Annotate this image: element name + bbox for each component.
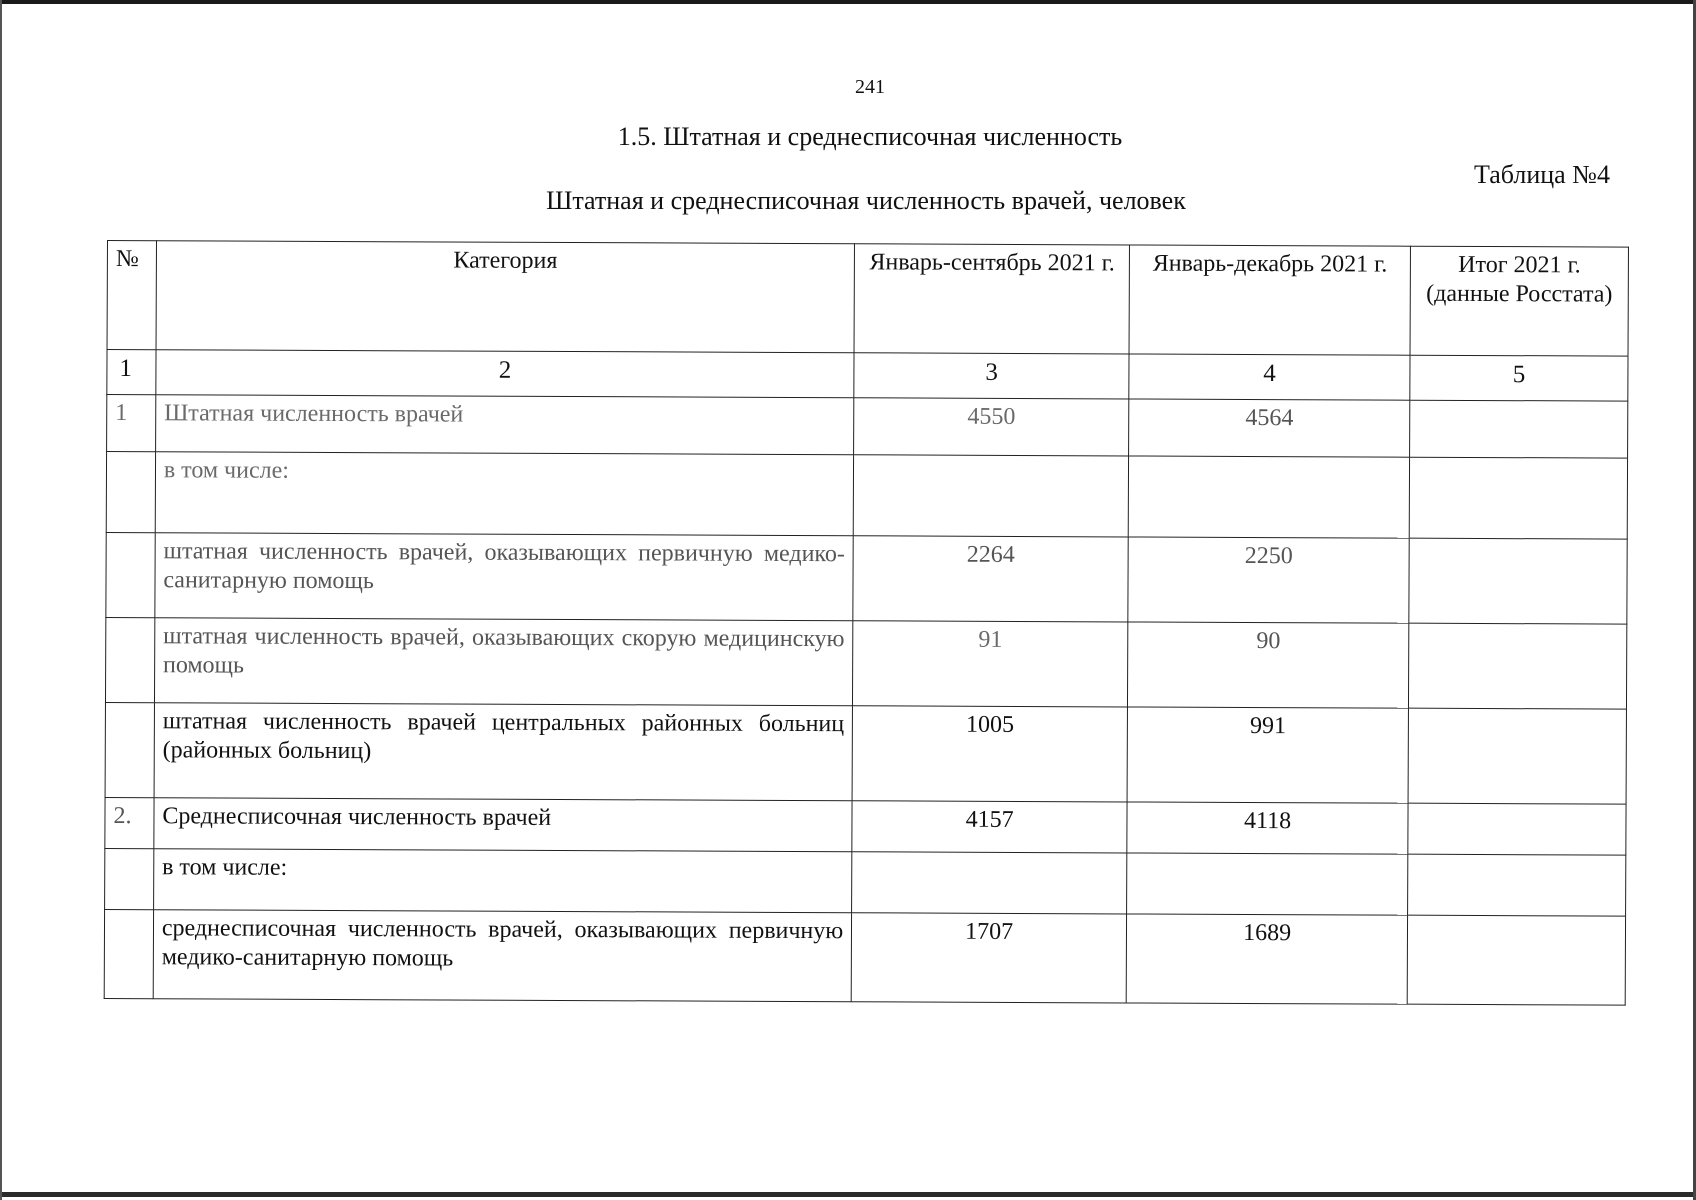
row-category: штатная численность врачей центральных районных больниц (районных больниц) (154, 703, 853, 801)
row-category: Штатная численность врачей (155, 395, 854, 455)
row-total-value (1408, 854, 1626, 916)
section-title: 1.5. Штатная и среднесписочная численность (617, 122, 1123, 151)
row-total-value (1410, 400, 1628, 458)
scan-edge-bottom (0, 1192, 1696, 1197)
column-number-5: 5 (1410, 355, 1628, 401)
row-jan-dec-value: 4564 (1129, 399, 1410, 457)
row-total-value (1408, 803, 1626, 855)
row-category: штатная численность врачей, оказывающих первичную медико-санитарную помощь (155, 533, 854, 621)
row-number: 1 (107, 395, 156, 452)
row-number (106, 532, 155, 617)
scan-edge-top (0, 0, 1696, 4)
row-number: 2. (105, 797, 154, 848)
row-jan-dec-value: 90 (1128, 622, 1409, 708)
row-total-value (1409, 538, 1627, 624)
header-jan-dec: Январь-декабрь 2021 г. (1129, 245, 1410, 355)
row-total-value (1408, 708, 1626, 804)
row-jan-dec-value: 2250 (1128, 537, 1409, 623)
row-jan-sep-value: 91 (853, 621, 1128, 707)
row-jan-sep-value: 2264 (853, 536, 1128, 622)
table-row (105, 617, 1626, 709)
row-jan-dec-value (1128, 456, 1409, 538)
row-jan-sep-value (852, 852, 1127, 914)
row-number (106, 452, 155, 533)
table-row (107, 395, 1628, 459)
header-total: Итог 2021 г. (данные Росстата) (1410, 246, 1628, 356)
row-jan-dec-value: 1689 (1126, 914, 1407, 1004)
row-category: Среднесписочная численность врачей (154, 798, 853, 852)
row-jan-dec-value (1127, 853, 1408, 915)
column-number-2: 2 (156, 350, 855, 398)
table-header-row (107, 241, 1628, 357)
row-category: штатная численность врачей, оказывающих скорую медицинскую помощь (154, 618, 853, 706)
scan-edge-left (0, 0, 2, 1200)
column-number-1: 1 (107, 350, 156, 395)
row-jan-sep-value: 1707 (851, 913, 1126, 1003)
staffing-table (104, 240, 1629, 1006)
table-label: Таблица №4 (1473, 160, 1610, 189)
row-jan-sep-value (853, 455, 1128, 537)
column-number-3: 3 (854, 353, 1129, 399)
row-jan-dec-value: 991 (1127, 707, 1408, 803)
page-number: 241 (855, 76, 885, 98)
header-jan-sep: Январь-сентябрь 2021 г. (854, 244, 1129, 354)
row-number (105, 702, 154, 797)
table-row (106, 452, 1627, 540)
column-number-row (107, 350, 1628, 402)
table-row (105, 848, 1626, 916)
row-total-value (1409, 457, 1627, 539)
table-row (104, 909, 1625, 1005)
row-jan-sep-value: 4157 (852, 801, 1127, 853)
table-row (105, 797, 1626, 855)
table-row (105, 702, 1626, 804)
row-number (104, 909, 153, 998)
table-caption: Штатная и среднесписочная численность врачей, человек (546, 186, 1186, 215)
row-number (105, 617, 154, 702)
row-jan-sep-value: 1005 (852, 706, 1127, 802)
row-category: в том числе: (153, 849, 852, 913)
table-row (106, 532, 1627, 624)
row-total-value (1409, 623, 1627, 709)
row-category: среднесписочная численность врачей, оказывающих первичную медико-санитарную помощь (153, 910, 852, 1002)
column-number-4: 4 (1129, 354, 1410, 400)
row-number (105, 848, 154, 909)
row-total-value (1407, 915, 1625, 1005)
row-category: в том числе: (155, 452, 854, 536)
row-jan-dec-value: 4118 (1127, 802, 1408, 854)
row-jan-sep-value: 4550 (854, 398, 1129, 456)
header-no: № (107, 241, 156, 350)
header-category: Категория (156, 241, 855, 353)
